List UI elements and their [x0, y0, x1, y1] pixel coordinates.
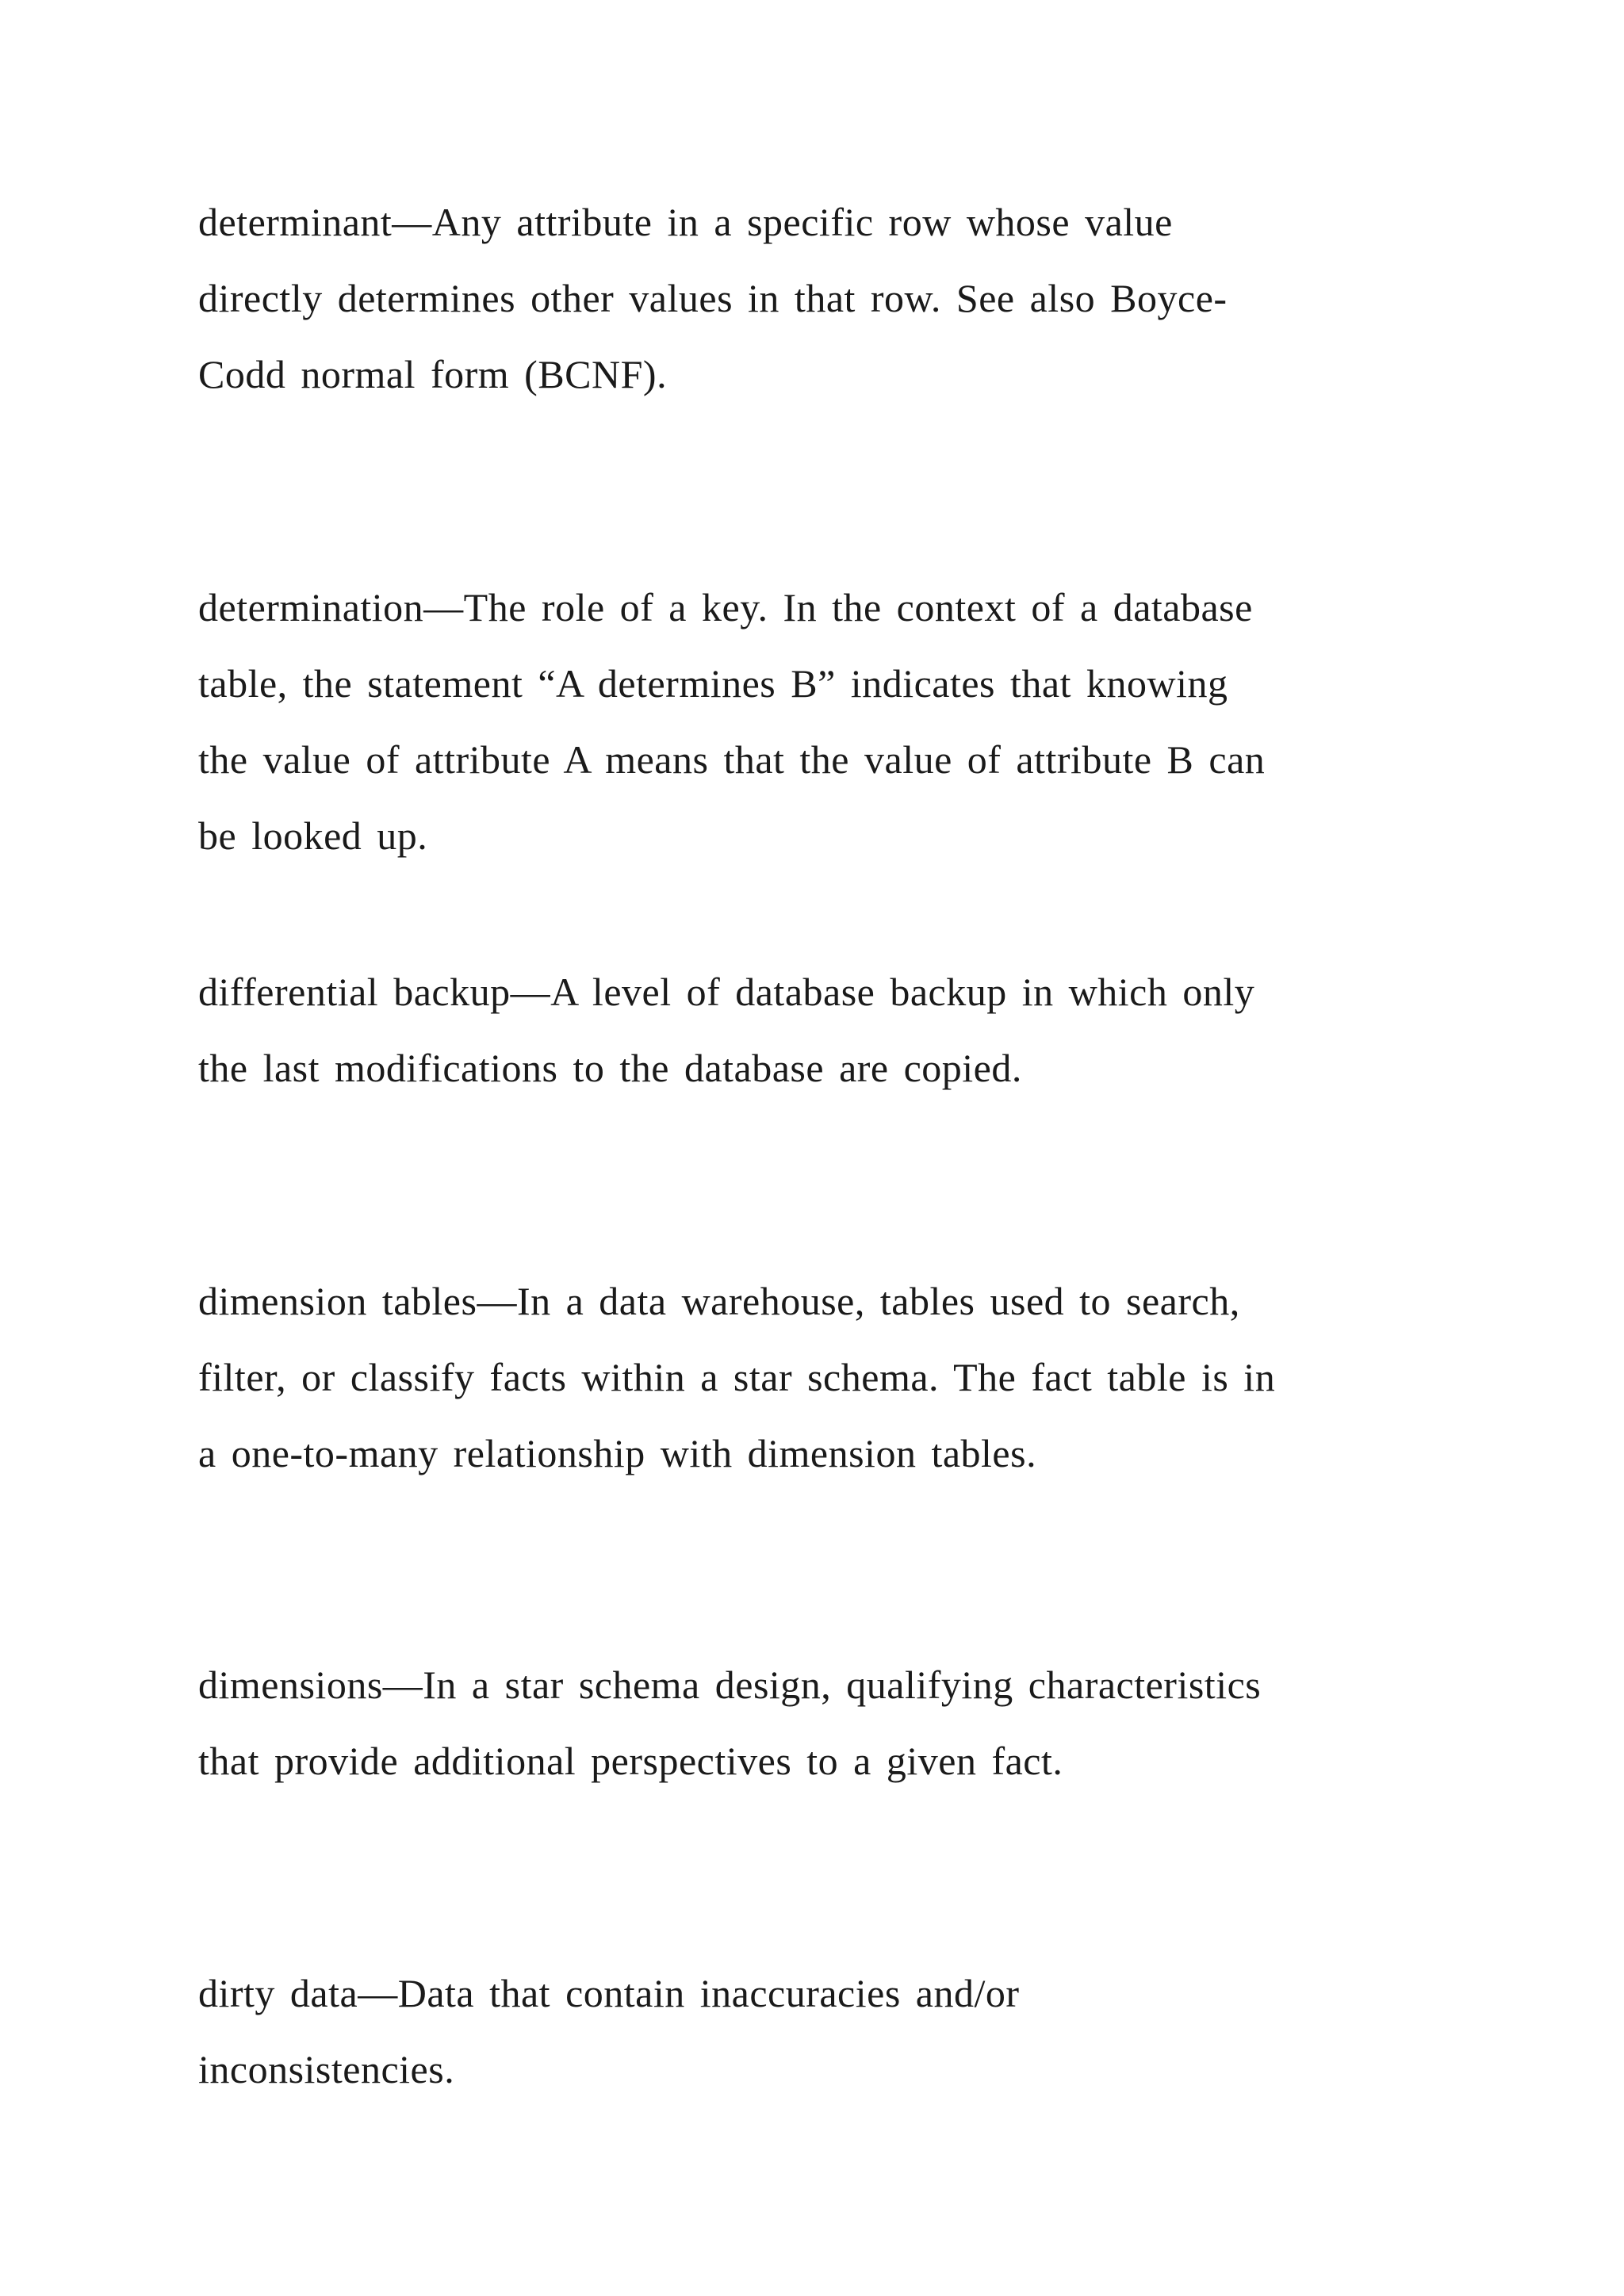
- entry-line: be looked up.: [198, 813, 428, 858]
- entry-line: dimension tables—In a data warehouse, tables used to search,: [198, 1279, 1240, 1323]
- entry-line: directly determines other values in that row. See also Boyce-: [198, 276, 1228, 320]
- glossary-entry-dimensions: [198, 1647, 1435, 1799]
- glossary-entry-dimension-tables: [198, 1263, 1435, 1491]
- entry-line: determinant—Any attribute in a specific row whose value: [198, 200, 1173, 244]
- entry-line: Codd normal form (BCNF).: [198, 352, 668, 396]
- entry-line: a one-to-many relationship with dimension tables.: [198, 1431, 1037, 1475]
- entry-line: determination—The role of a key. In the context of a database: [198, 585, 1253, 629]
- entry-line: table, the statement “A determines B” indicates that knowing: [198, 661, 1228, 706]
- entry-line: differential backup—A level of database backup in which only: [198, 970, 1255, 1014]
- glossary-entry-differential-backup: [198, 954, 1435, 1106]
- glossary-entry-dirty-data: [198, 1955, 1435, 2107]
- entry-line: dimensions—In a star schema design, qualifying characteristics: [198, 1663, 1262, 1707]
- entry-line: inconsistencies.: [198, 2047, 455, 2091]
- entry-line: that provide additional perspectives to a given fact.: [198, 1739, 1063, 1783]
- entry-line: the last modifications to the database are copied.: [198, 1046, 1022, 1090]
- entry-line: filter, or classify facts within a star schema. The fact table is in: [198, 1355, 1276, 1399]
- glossary-entry-determinant: [198, 184, 1435, 412]
- entry-line: the value of attribute A means that the value of attribute B can: [198, 737, 1266, 782]
- entry-line: dirty data—Data that contain inaccuracies and/or: [198, 1971, 1020, 2015]
- glossary-entry-determination: [198, 569, 1435, 874]
